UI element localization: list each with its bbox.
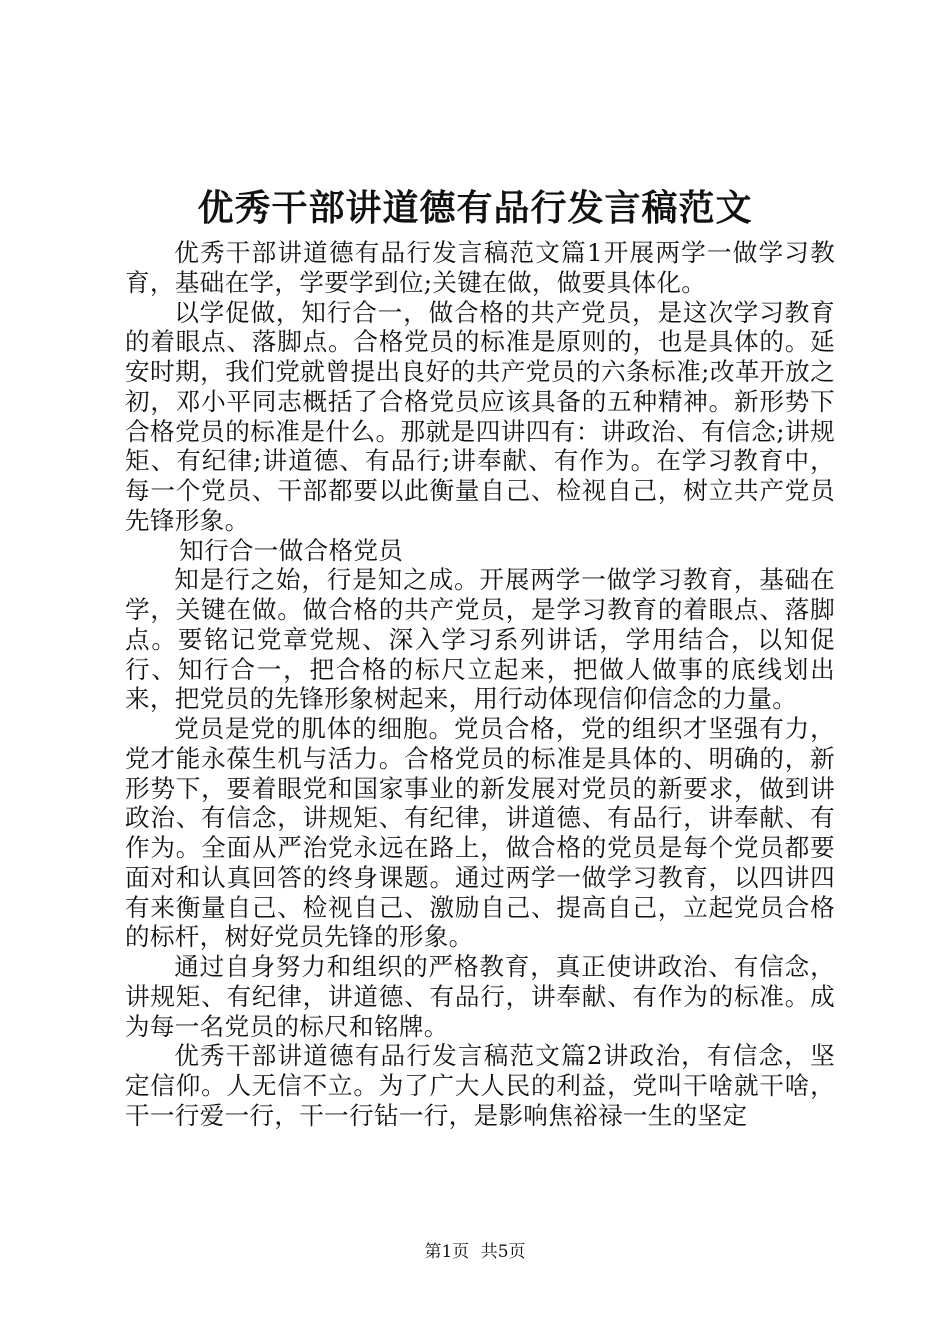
paragraph: 党员是党的肌体的细胞。党员合格，党的组织才坚强有力，党才能永葆生机与活力。合格党员的标准是具体的、明确的，新形势下，要着眼党和国家事业的新发展对党员的新要求，做到讲政治、有信念，讲规矩、有纪律，讲道德、有品行，讲奉献、有作为。全面从严治党永远在路上，做合格的党员是每个党员都要面对和认真回答的终身课题。通过两学一做学习教育，以四讲四有来衡量自己、检视自己、激励自己、提高自己，立起党员合格的标杆，树好党员先锋的形象。 bbox=[125, 714, 835, 952]
paragraph: 以学促做，知行合一，做合格的共产党员，是这次学习教育的着眼点、落脚点。合格党员的标准是原则的，也是具体的。延安时期，我们党就曾提出良好的共产党员的六条标准;改革开放之初，邓小平同志概括了合格党员应该具备的五种精神。新形势下合格党员的标准是什么。那就是四讲四有：讲政治、有信念;讲规矩、有纪律;讲道德、有品行;讲奉献、有作为。在学习教育中，每一个党员、干部都要以此衡量自己、检视自己，树立共产党员先锋形象。 bbox=[125, 297, 835, 535]
paragraph: 优秀干部讲道德有品行发言稿范文篇2讲政治，有信念，坚定信仰。人无信不立。为了广大人民的利益，党叫干啥就干啥，干一行爱一行，干一行钻一行，是影响焦裕禄一生的坚定 bbox=[125, 1041, 835, 1130]
document-body bbox=[125, 238, 835, 1131]
page-number: 第1页 bbox=[424, 1242, 470, 1262]
section-heading: 知行合一做合格党员 bbox=[179, 535, 404, 565]
paragraph: 知是行之始，行是知之成。开展两学一做学习教育，基础在学，关键在做。做合格的共产党员，是学习教育的着眼点、落脚点。要铭记党章党规、深入学习系列讲话，学用结合，以知促行、知行合一，把合格的标尺立起来，把做人做事的底线划出来，把党员的先锋形象树起来，用行动体现信仰信念的力量。 bbox=[125, 565, 835, 714]
paragraph: 通过自身努力和组织的严格教育，真正使讲政治、有信念，讲规矩、有纪律，讲道德、有品行，讲奉献、有作为的标准。成为每一名党员的标尺和铭牌。 bbox=[125, 952, 835, 1041]
page-footer bbox=[0, 1240, 950, 1264]
document-title: 优秀干部讲道德有品行发言稿范文 bbox=[197, 187, 753, 229]
page-total: 共5页 bbox=[480, 1242, 526, 1262]
paragraph: 优秀干部讲道德有品行发言稿范文篇1开展两学一做学习教育，基础在学，学要学到位;关键在做，做要具体化。 bbox=[125, 238, 835, 297]
